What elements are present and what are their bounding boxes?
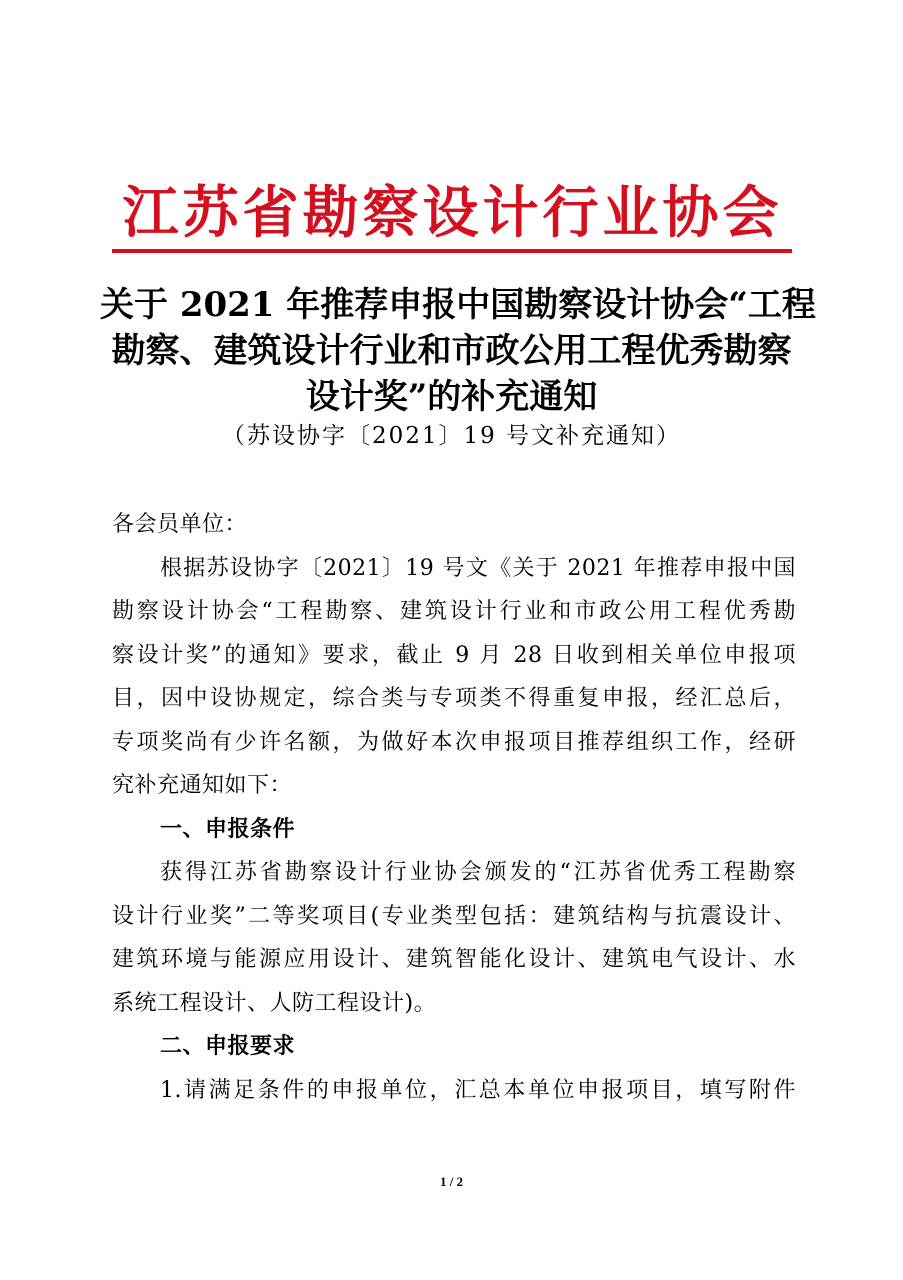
title-line: 设计奖”的补充通知 <box>305 377 598 417</box>
title-line: 关于 2021 年推荐申报中国勘察设计协会“工程 <box>100 285 816 325</box>
document-title <box>100 282 816 420</box>
document-body <box>112 503 796 1112</box>
paragraph-line: 1.请满足条件的申报单位，汇总本单位申报项目，填写附件 <box>160 1077 796 1103</box>
organization-header: 江苏省勘察设计行业协会 <box>122 180 783 246</box>
page-number: 1 / 2 <box>439 1174 464 1189</box>
paragraph-line: 建筑环境与能源应用设计、建筑智能化设计、建筑电气设计、水 <box>112 947 796 972</box>
section-heading: 一、申报条件 <box>160 816 296 842</box>
paragraph-line: 察设计奖”的通知》要求，截止 9 月 28 日收到相关单位申报项 <box>112 642 796 668</box>
salutation: 各会员单位： <box>112 512 248 537</box>
paragraph-line: 究补充通知如下： <box>112 773 293 798</box>
paragraph-line: 专项奖尚有少许名额，为做好本次申报项目推荐组织工作，经研 <box>112 729 796 755</box>
section-heading: 二、申报要求 <box>160 1034 296 1059</box>
paragraph-line: 获得江苏省勘察设计行业协会颁发的“江苏省优秀工程勘察 <box>160 860 796 885</box>
paragraph-line: 目，因中设协规定，综合类与专项类不得重复申报，经汇总后， <box>112 686 796 711</box>
header-divider <box>112 249 792 253</box>
paragraph-line: 勘察设计协会“工程勘察、建筑设计行业和市政公用工程优秀勘 <box>112 599 796 624</box>
document-number: （苏设协字〔2021〕19 号文补充通知） <box>221 423 682 449</box>
paragraph-line: 系统工程设计、人防工程设计)。 <box>112 990 437 1016</box>
paragraph-line: 设计行业奖”二等奖项目(专业类型包括：建筑结构与抗震设计、 <box>112 903 796 929</box>
title-line: 勘察、建筑设计行业和市政公用工程优秀勘察 <box>111 331 792 371</box>
paragraph-line: 根据苏设协字〔2021〕19 号文《关于 2021 年推荐申报中国 <box>160 555 796 581</box>
